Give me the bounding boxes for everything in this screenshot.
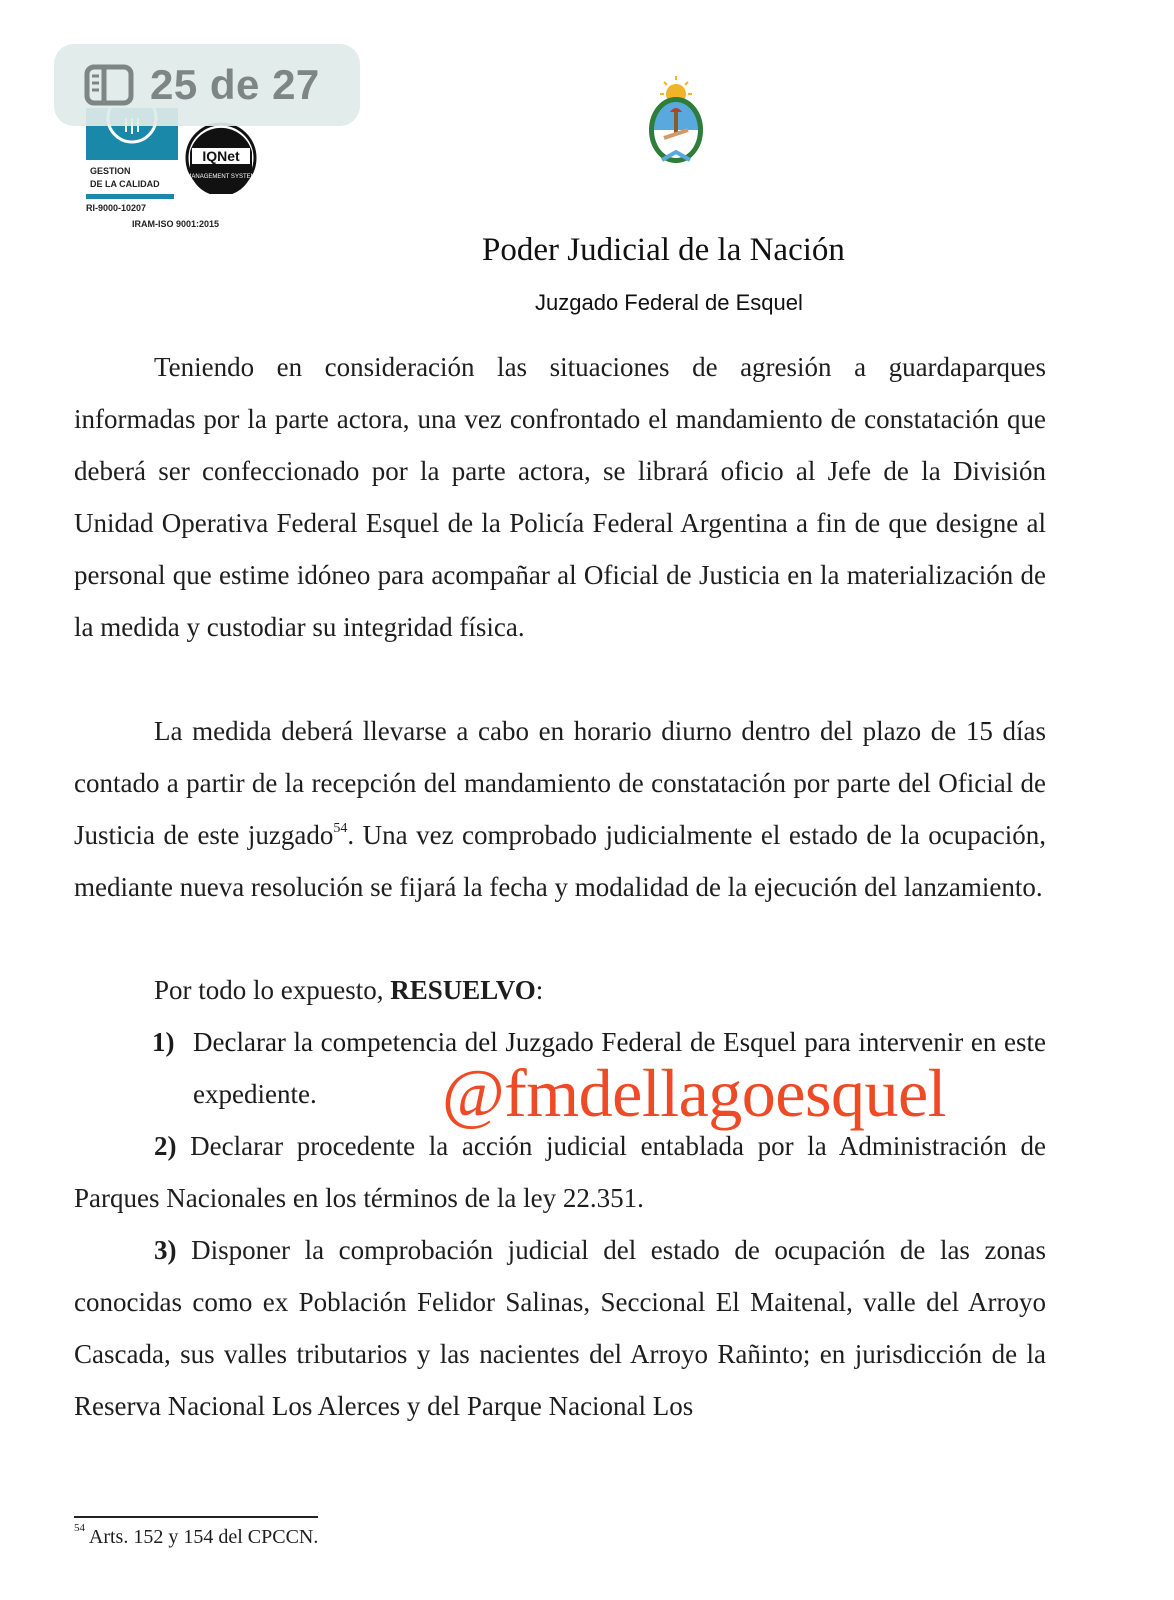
item-text: Declarar la competencia del Juzgado Federal de Esquel para intervenir en este expediente.: [193, 1027, 1046, 1109]
watermark: @fmdellagoesquel: [442, 1055, 947, 1131]
page-counter-text: 25 de 27: [150, 61, 320, 108]
footnote-divider: [74, 1516, 318, 1518]
header-subtitle: Juzgado Federal de Esquel: [535, 290, 803, 315]
footnote-text: Arts. 152 y 154 del CPCCN.: [85, 1526, 319, 1548]
page-counter[interactable]: [54, 44, 360, 126]
resolution-item: [74, 1120, 1046, 1224]
iqnet-sublabel: MANAGEMENT SYSTEM: [186, 174, 256, 180]
resolution-item: [74, 1224, 1046, 1432]
paragraph-3-text: Por todo lo expuesto,: [154, 975, 391, 1005]
footnote-ref[interactable]: 54: [333, 821, 348, 836]
resolve-heading: RESUELVO: [390, 975, 536, 1005]
cert-registration: RI-9000-10207: [86, 203, 147, 213]
iqnet-logo: [178, 122, 264, 194]
paragraph-2-text-a: La medida deberá llevarse a cabo en horario diurno dentro del plazo de 15 días contado a partir de la recepción del mandamiento de constatación por parte del Oficial de Justicia de este juzgado: [74, 716, 1046, 850]
paragraph-3: [74, 964, 1046, 1016]
item-number: 3): [154, 1235, 177, 1265]
item-number: 2): [154, 1131, 177, 1161]
cert-norm: IRAM-ISO 9001:2015: [132, 219, 220, 229]
iqnet-label: IQNet: [202, 148, 240, 164]
cert-line1: GESTION: [90, 166, 131, 176]
header-title: Poder Judicial de la Nación: [482, 232, 845, 268]
certification-logos: [82, 108, 282, 238]
cert-line2: DE LA CALIDAD: [90, 179, 160, 189]
book-sidebar-icon: [84, 64, 134, 106]
footnote-number: 54: [74, 1522, 85, 1535]
footnote: [74, 1522, 319, 1549]
paragraph-2: [74, 705, 1046, 913]
item-text: Disponer la comprobación judicial del estado de ocupación de las zonas conocidas como ex Población Felidor Salinas, Seccional El Maitenal, valle del Arroyo Cascada, sus valles tributarios y las nacientes del Arroyo Rañinto; en jurisdicción de la Reserva Nacional Los Alerces y del Parque Nacional Los: [74, 1235, 1046, 1421]
coat-of-arms-icon: [640, 72, 712, 172]
item-number: 1): [152, 1027, 175, 1057]
paragraph-3-colon: :: [535, 975, 544, 1005]
paragraph-1: Teniendo en consideración las situaciones de agresión a guardaparques informadas por la parte actora, una vez confrontado el mandamiento de constatación que deberá ser confeccionado por la parte actora, se librará oficio al Jefe de la División Unidad Operativa Federal Esquel de la Policía Federal Argentina a fin de que designe al personal que estime idóneo para acompañar al Oficial de Justicia en la materialización de la medida y custodiar su integridad física.: [74, 352, 1046, 642]
cert-divider: [86, 194, 174, 199]
paragraph-2-text-b: . Una vez comprobado judicialmente el estado de la ocupación, mediante nueva resolución se fijará la fecha y modalidad de la ejecución del lanzamiento.: [74, 820, 1046, 902]
item-text: Declarar procedente la acción judicial entablada por la Administración de Parques Nacionales en los términos de la ley 22.351.: [74, 1131, 1046, 1213]
